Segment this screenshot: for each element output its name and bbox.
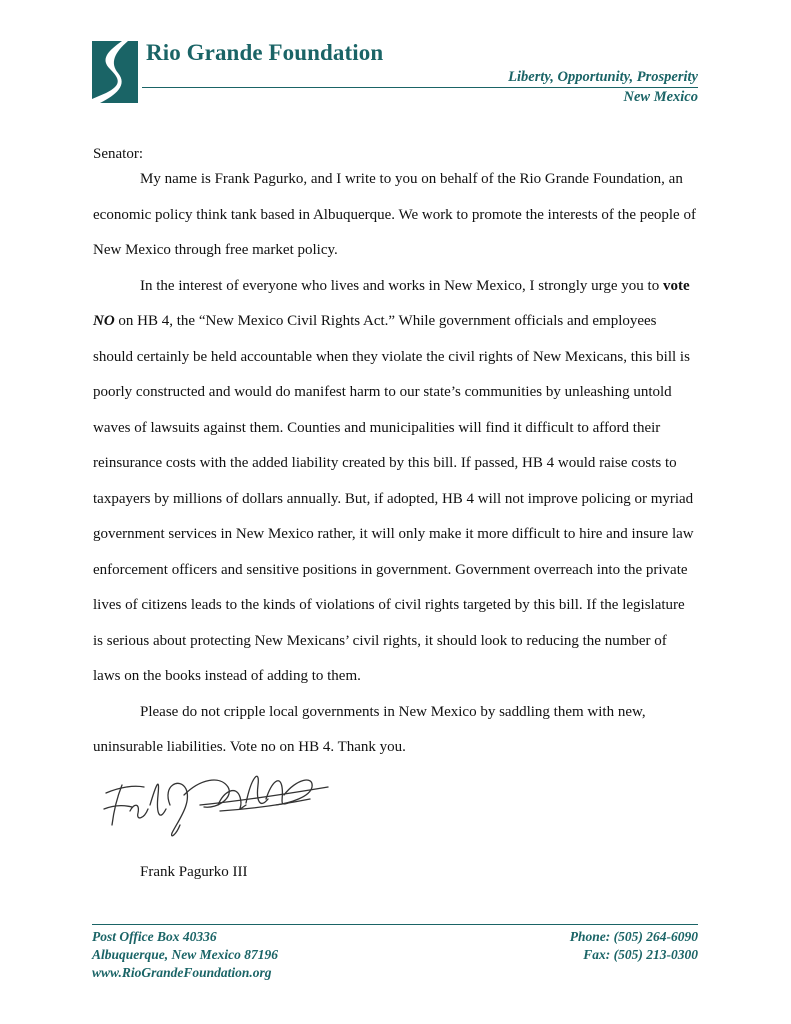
salutation: Senator:	[93, 146, 143, 162]
address-line-1: Post Office Box 40336	[92, 929, 217, 944]
no-emphasis: NO	[93, 313, 115, 329]
state-label: New Mexico	[623, 89, 698, 105]
vote-emphasis: vote	[662, 277, 690, 294]
header-divider	[142, 87, 698, 88]
org-name: Rio Grande Foundation	[146, 40, 384, 65]
paragraph-3: Please do not cripple local governments in New Mexico by saddling them with new, uninsurable liabilities. Vote no on HB 4. Thank you.	[93, 703, 646, 755]
address-line-2: Albuquerque, New Mexico 87196	[92, 947, 279, 962]
footer-address	[92, 928, 278, 982]
handwritten-signature	[100, 765, 335, 845]
fax-number: Fax: (505) 213-0300	[583, 947, 698, 962]
paragraph-2-rest: on HB 4, the “New Mexico Civil Rights Act.” While government officials and employees should certainly be held accountable when they violate the civil rights of New Mexicans, this bill is poorly constructed and would do manifest harm to our state’s communities by unleashing untold waves of lawsuits against them. Counties and municipalities will find it difficult to afford their reinsurance costs with the added liability created by this bill. If passed, HB 4 would raise costs to taxpayers by millions of dollars annually. But, if adopted, HB 4 will not improve policing or myriad government services in New Mexico rather, it will only make it more difficult to hire and insure law enforcement officers and sensitive positions in government. Government overreach into the private lives of citizens leads to the kinds of violations of civil rights targeted by this bill. If the legislature is serious about protecting New Mexicans’ civil rights, it should look to reducing the number of laws on the books instead of adding to them.	[93, 313, 694, 684]
phone-number: Phone: (505) 264-6090	[569, 929, 698, 944]
letter-body	[93, 162, 697, 766]
website-link[interactable]: www.RioGrandeFoundation.org	[92, 965, 272, 980]
footer-contact	[570, 928, 698, 964]
paragraph-2-intro: In the interest of everyone who lives and works in New Mexico, I strongly urge you to	[140, 277, 660, 294]
paragraph-1: My name is Frank Pagurko, and I write to you on behalf of the Rio Grande Foundation, an economic policy think tank based in Albuquerque. We work to promote the interests of the people of New Mexico through free market policy.	[93, 171, 696, 258]
paragraph-2	[93, 269, 697, 695]
tagline: Liberty, Opportunity, Prosperity	[508, 69, 698, 85]
footer-divider	[92, 924, 698, 925]
signer-name: Frank Pagurko III	[140, 864, 248, 880]
rio-grande-logo-icon	[92, 41, 138, 103]
